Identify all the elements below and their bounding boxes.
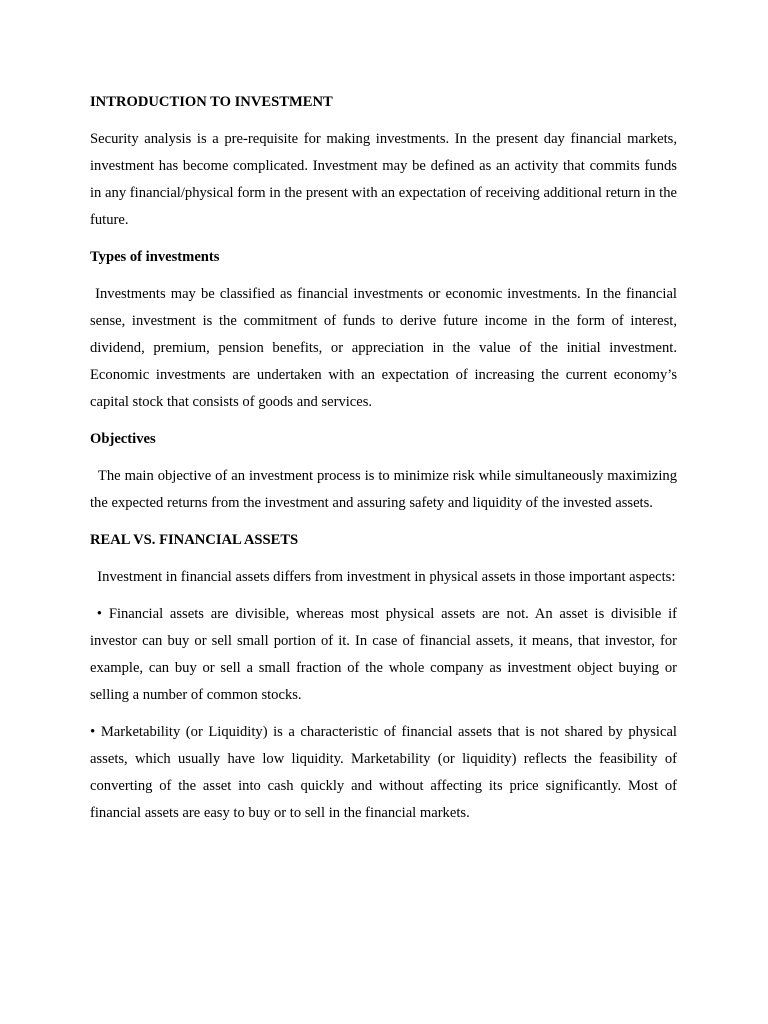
bullet-item-marketability-text: Marketability (or Liquidity) is a characteristic of financial assets that is not shared by physical assets, which usually have low liquidity. Marketability (or liquidity) reflects the feasibility of converting of the asset into cash quickly and without affecting its price significantly. Most of financial assets are easy to buy or to sell in the financial markets. <box>90 724 677 821</box>
real-vs-financial-paragraph <box>90 564 677 591</box>
heading-introduction: INTRODUCTION TO INVESTMENT <box>90 94 333 110</box>
intro-paragraph: Security analysis is a pre-requisite for making investments. In the present day financial markets, investment has become complicated. Investment may be defined as an activity that commits funds in any financial/physical form in the present with an expectation of receiving additional return in the future. <box>90 131 677 228</box>
objectives-paragraph <box>90 463 677 517</box>
types-paragraph <box>90 281 677 416</box>
bullet-item-divisible <box>90 601 677 709</box>
heading-types-of-investments: Types of investments <box>90 249 220 265</box>
bullet-icon: • <box>90 724 96 740</box>
document-body <box>90 89 677 827</box>
heading-real-vs-financial-assets: REAL VS. FINANCIAL ASSETS <box>90 532 299 548</box>
types-paragraph-text: Investments may be classified as financial investments or economic investments. In the financial sense, investment is the commitment of funds to derive future income in the form of interest, dividend, premium, pension benefits, or appreciation in the value of the initial investment. Economic investments are undertaken with an expectation of increasing the current economy’s capital stock that consists of goods and services. <box>90 286 677 410</box>
bullet-item-divisible-text: Financial assets are divisible, whereas most physical assets are not. An asset is divisible if investor can buy or sell small portion of it. In case of financial assets, it means, that investor, for example, can buy or sell a small fraction of the whole company as investment object buying or selling a number of common stocks. <box>90 606 677 703</box>
bullet-item-marketability <box>90 719 677 827</box>
real-vs-financial-paragraph-text: Investment in financial assets differs from investment in physical assets in those important aspects: <box>97 569 676 585</box>
bullet-icon: • <box>96 606 103 622</box>
objectives-paragraph-text: The main objective of an investment process is to minimize risk while simultaneously maximizing the expected returns from the investment and assuring safety and liquidity of the invested assets. <box>90 468 678 511</box>
heading-objectives: Objectives <box>90 431 156 447</box>
